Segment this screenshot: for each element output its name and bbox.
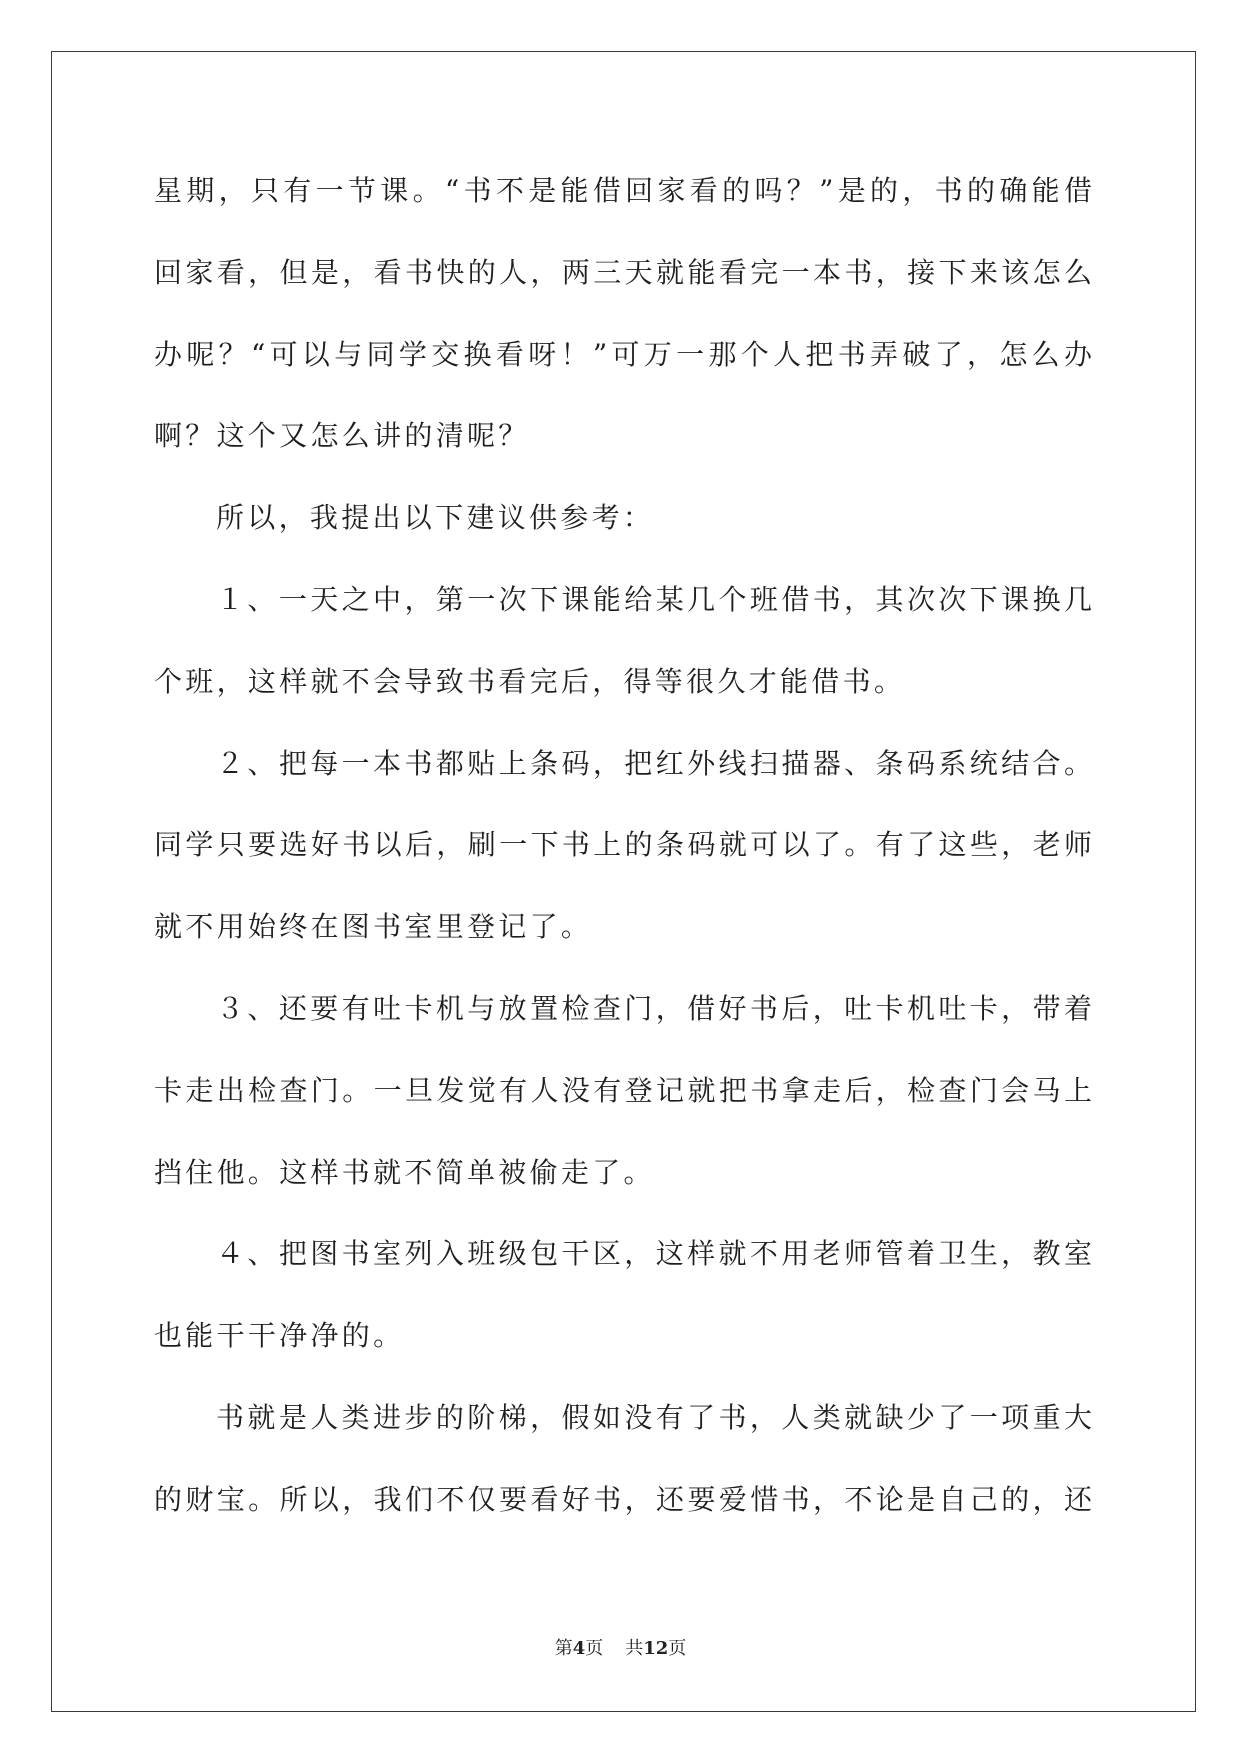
total-pages: 12 — [643, 1638, 669, 1659]
page-prefix: 第 — [554, 1638, 573, 1659]
total-prefix: 共 — [625, 1638, 644, 1659]
document-body — [154, 150, 1094, 1541]
list-item-line: ４、把图书室列入班级包干区，这样就不用老师管着卫生，教室 — [216, 1237, 1094, 1271]
list-item-line: 也能干干净净的。 — [154, 1319, 405, 1353]
list-item-line: 个班，这样就不会导致书看完后，得等很久才能借书。 — [154, 664, 906, 698]
list-item-line: 就不用始终在图书室里登记了。 — [154, 910, 593, 944]
list-item-line: ２、把每一本书都贴上条码，把红外线扫描器、条码系统结合。 — [216, 746, 1094, 780]
page-number: 4 — [572, 1638, 586, 1659]
paragraph-line: 书就是人类进步的阶梯，假如没有了书，人类就缺少了一项重大 — [216, 1400, 1094, 1434]
paragraph-line: 星期，只有一节课。“书不是能借回家看的吗？”是的，书的确能借 — [154, 174, 1094, 207]
list-item-line: 同学只要选好书以后，刷一下书上的条码就可以了。有了这些，老师 — [154, 828, 1094, 862]
paragraph-line: 回家看，但是，看书快的人，两三天就能看完一本书，接下来该怎么 — [154, 255, 1094, 289]
total-suffix: 页 — [668, 1638, 687, 1659]
page-footer — [0, 1636, 1241, 1662]
paragraph-line: 办呢？“可以与同学交换看呀！”可万一那个人把书弄破了，怎么办 — [154, 337, 1094, 371]
list-item-line: ３、还要有吐卡机与放置检查门，借好书后，吐卡机吐卡，带着 — [216, 991, 1094, 1025]
paragraph-line: 所以，我提出以下建议供参考： — [216, 501, 655, 535]
list-item-line: 挡住他。这样书就不简单被偷走了。 — [154, 1155, 655, 1189]
paragraph-line: 的财宝。所以，我们不仅要看好书，还要爱惜书，不论是自己的，还 — [154, 1482, 1094, 1516]
list-item-line: 卡走出检查门。一旦发觉有人没有登记就把书拿走后，检查门会马上 — [154, 1073, 1094, 1107]
paragraph-line: 啊？这个又怎么讲的清呢？ — [154, 419, 530, 453]
list-item-line: １、一天之中，第一次下课能给某几个班借书，其次次下课换几 — [216, 582, 1094, 616]
page-suffix: 页 — [585, 1638, 604, 1659]
